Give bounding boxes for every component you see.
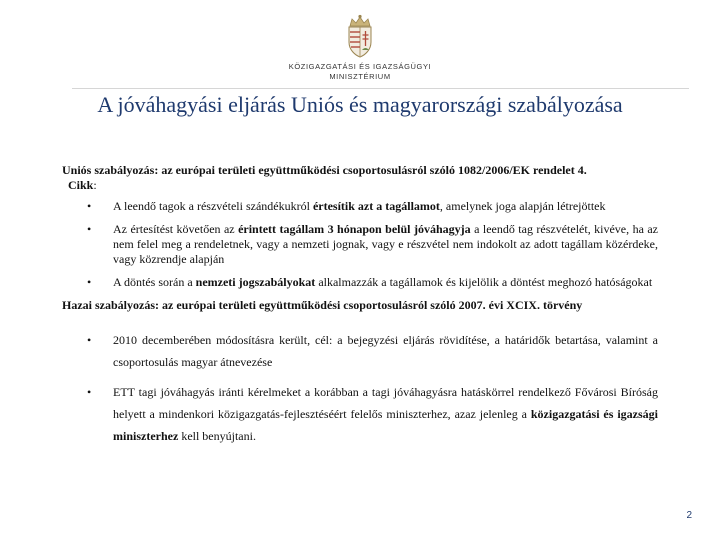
section1-cikk: Cikk [68,178,94,192]
list-item [62,199,658,214]
list-item-text: A döntés során a [113,275,196,289]
bullet-icon: • [87,199,92,213]
slide-content [62,163,658,455]
hungarian-coat-of-arms-icon [335,14,385,60]
list-item-text: , amelynek joga alapján létrejöttek [439,199,606,213]
bullet-icon: • [87,385,92,399]
bullet-icon: • [87,222,92,236]
section1-list [62,199,658,290]
section1-intro [62,163,658,193]
section1-text-line2 [62,178,658,193]
page-number: 2 [686,510,692,521]
list-item [62,275,658,290]
list-item-text: ETT tagi jóváhagyás iránti kérelmeket a korábban a tagi jóváhagyásra hatáskörrel rendelkező Fővárosi Bíróság helyett a mindenkori közigazgatás-fejlesztéséért felelős miniszterhez, azaz jelenleg a [113,385,658,421]
list-item [62,329,658,373]
section1-text: : az európai területi együttműködési csoportosulásról szóló 1082/2006/EK rendelet 4. [154,163,587,177]
section1-label: Uniós szabályozás [62,163,155,177]
list-item [62,222,658,267]
list-item-text: a leendő tag részvételét, kivéve, ha az nem felel meg a rendeletnek, vagy a nemzeti jognak, vagy e részvétel nem indokolt az adott tagállam közérdeke, vagy közrendje alapján [113,222,658,266]
section2-heading: Hazai szabályozás: az európai területi együttműködési csoportosulásról szóló 2007. évi XCIX. törvény [62,298,583,312]
section1-colon: : [93,178,97,192]
list-item-emphasis: nemzeti jogszabályokat [195,275,316,289]
page-title: A jóváhagyási eljárás Uniós és magyarországi szabályozása [97,92,623,117]
list-item-emphasis: értesítik azt a tagállamot [312,199,440,213]
list-item-text: 2010 decemberében módosításra került, cél: a bejegyzési eljárás rövidítése, a határidők betartása, valamint a csoportosulás magyar átnevezése [113,333,658,369]
section2-list [62,329,658,447]
bullet-icon: • [87,275,92,289]
bullet-icon: • [87,333,92,347]
list-item-text: Az értesítést követően az [113,222,239,236]
title-divider [72,88,689,89]
list-item-text: alkalmazzák a tagállamok és kijelölik a döntést meghozó hatóságokat [315,275,653,289]
ministry-name [270,62,450,82]
list-item-emphasis: közigazgatási és igazsági miniszterhez [113,407,658,443]
ministry-line-1: KÖZIGAZGATÁSI ÉS IGAZSÁGÜGYI [288,62,432,71]
list-item-text: A leendő tagok a részvételi szándékukról [113,199,313,213]
list-item-text: kell benyújtani. [178,429,256,443]
list-item-emphasis: érintett tagállam 3 hónapon belül jóváhagyja [238,222,471,236]
list-item [62,381,658,447]
ministry-line-2: MINISZTÉRIUM [329,72,391,81]
